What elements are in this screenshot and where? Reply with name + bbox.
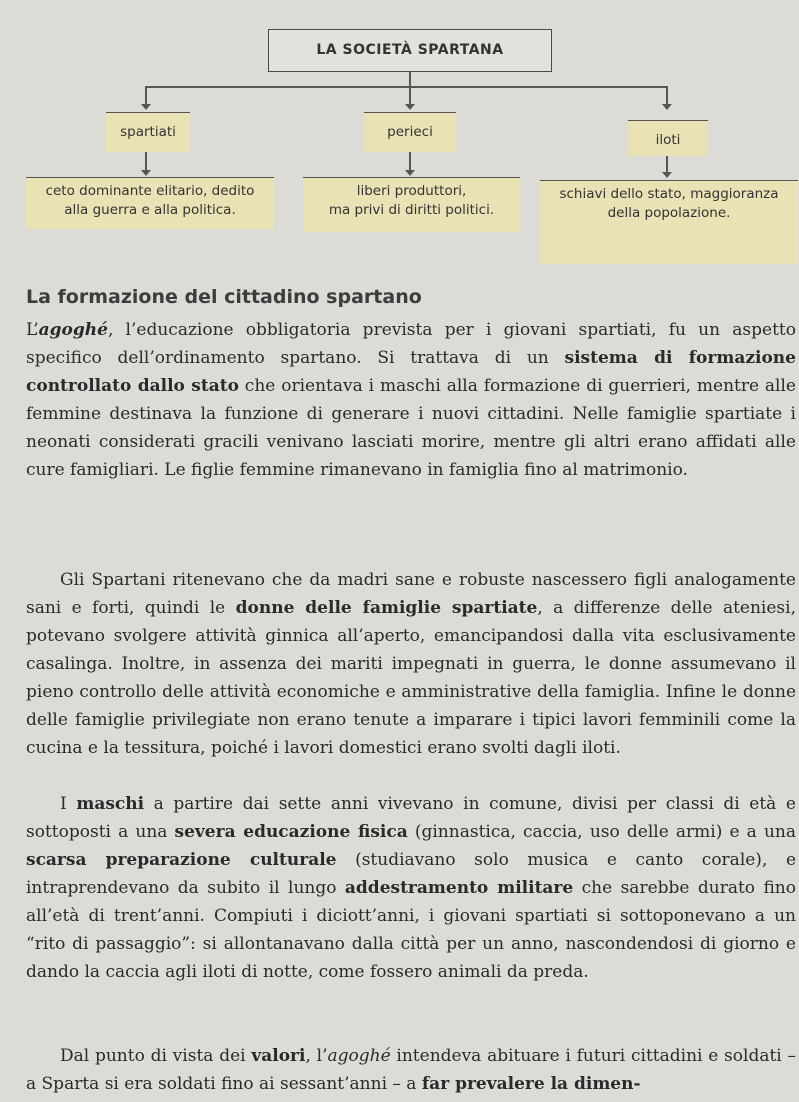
class-box-spartiati: spartiati [106,112,190,152]
paragraph-2 [26,566,796,762]
bold-term: addestramento militare [344,878,574,898]
desc-box-iloti [540,180,798,264]
text: (studiavano solo musica e canto corale), e intraprendevano da subito il lungo [26,850,796,898]
text: che sarebbe durato fino all’età di trent’anni. Compiuti i diciott’anni, i giovani spartiati si sottoponevano a un “rito di passaggio”: si allontanavano dalla città per un anno, nascondendosi di giorno e dando la caccia agli iloti di notte, come fossero animali da preda. [26,878,796,982]
bold-term: maschi [76,794,145,814]
text: intendeva abituare i futuri cittadini e soldati – a Sparta si era soldati fino ai sessant’anni – a [26,1046,797,1094]
paragraph-3 [26,790,796,986]
bold-term: severa educazione fisica [174,822,408,842]
arrow-down-icon [141,104,151,110]
term-agoghe: agoghé [38,320,108,340]
text: che orientava i maschi alla formazione di guerrieri, mentre alle femmine destinava la funzione di generare i nuovi cittadini. Nelle famiglie spartiate i neonati considerati gracili venivano lasciati morire, mentre gli altri erano affidati alle cure famigliari. Le figlie femmine rimanevano in famiglia fino al matrimonio. [26,376,796,480]
connector [145,86,147,106]
arrow-down-icon [141,170,151,176]
bold-term: scarsa preparazione culturale [26,850,337,870]
bold-term: far prevalere la dimen- [421,1074,641,1094]
paragraph-1 [26,316,796,484]
connector [409,72,411,86]
text: , l’ [305,1046,328,1066]
text: , a differenze delle ateniesi, potevano svolgere attività ginnica all’aperto, emancipandosi dalla vita esclusivamente casalinga. Inoltre, in assenza dei mariti impegnati in guerra, le donne assumevano il pieno controllo delle attività economiche e amministrative della famiglia. Infine le donne delle famiglie privilegiate non erano tenute a imparare i tipici lavori femminili come la cucina e la tessitura, poiché i lavori domestici erano svolti dagli iloti. [26,598,796,758]
text: , l’educazione obbligatoria prevista per i giovani spartiati, fu un aspetto specifico dell’ordinamento spartano. Si trattava di un [26,320,796,368]
arrow-down-icon [405,170,415,176]
class-box-iloti: iloti [628,120,708,156]
text: L’ [26,320,39,340]
desc-line: della popolazione. [607,205,731,221]
class-box-perieci: perieci [364,112,456,152]
term-agoghe: agoghé [327,1046,391,1066]
paragraph-4 [26,1042,796,1098]
bold-term: sistema di formazione controllato dallo stato [26,348,796,396]
desc-line: ma privi di diritti politici. [328,202,495,218]
desc-line: liberi produttori, [356,183,467,199]
diagram-title: LA SOCIETÀ SPARTANA [268,29,552,72]
arrow-down-icon [405,104,415,110]
connector [145,152,147,172]
connector [409,152,411,172]
arrow-down-icon [662,104,672,110]
text: Gli Spartani ritenevano che da madri sane e robuste nascessero figli analogamente sani e forti, quindi le [26,570,796,618]
arrow-down-icon [662,172,672,178]
desc-box-perieci [303,177,520,232]
desc-line: schiavi dello stato, maggioranza [559,186,779,202]
desc-line: ceto dominante elitario, dedito [45,183,255,199]
connector [666,86,668,106]
text: (ginnastica, caccia, uso delle armi) e a una [407,822,796,842]
connector [409,86,411,106]
text: Dal punto di vista dei [60,1046,252,1066]
section-heading: La formazione del cittadino spartano [26,286,422,308]
text: a partire dai sette anni vivevano in comune, divisi per classi di età e sottoposti a una [26,794,796,842]
society-diagram [0,0,799,270]
desc-box-spartiati [26,177,274,229]
text: I [60,794,77,814]
desc-line: alla guerra e alla politica. [64,202,236,218]
bold-term: valori [251,1046,306,1066]
bold-term: donne delle famiglie spartiate [235,598,538,618]
connector [145,86,668,88]
